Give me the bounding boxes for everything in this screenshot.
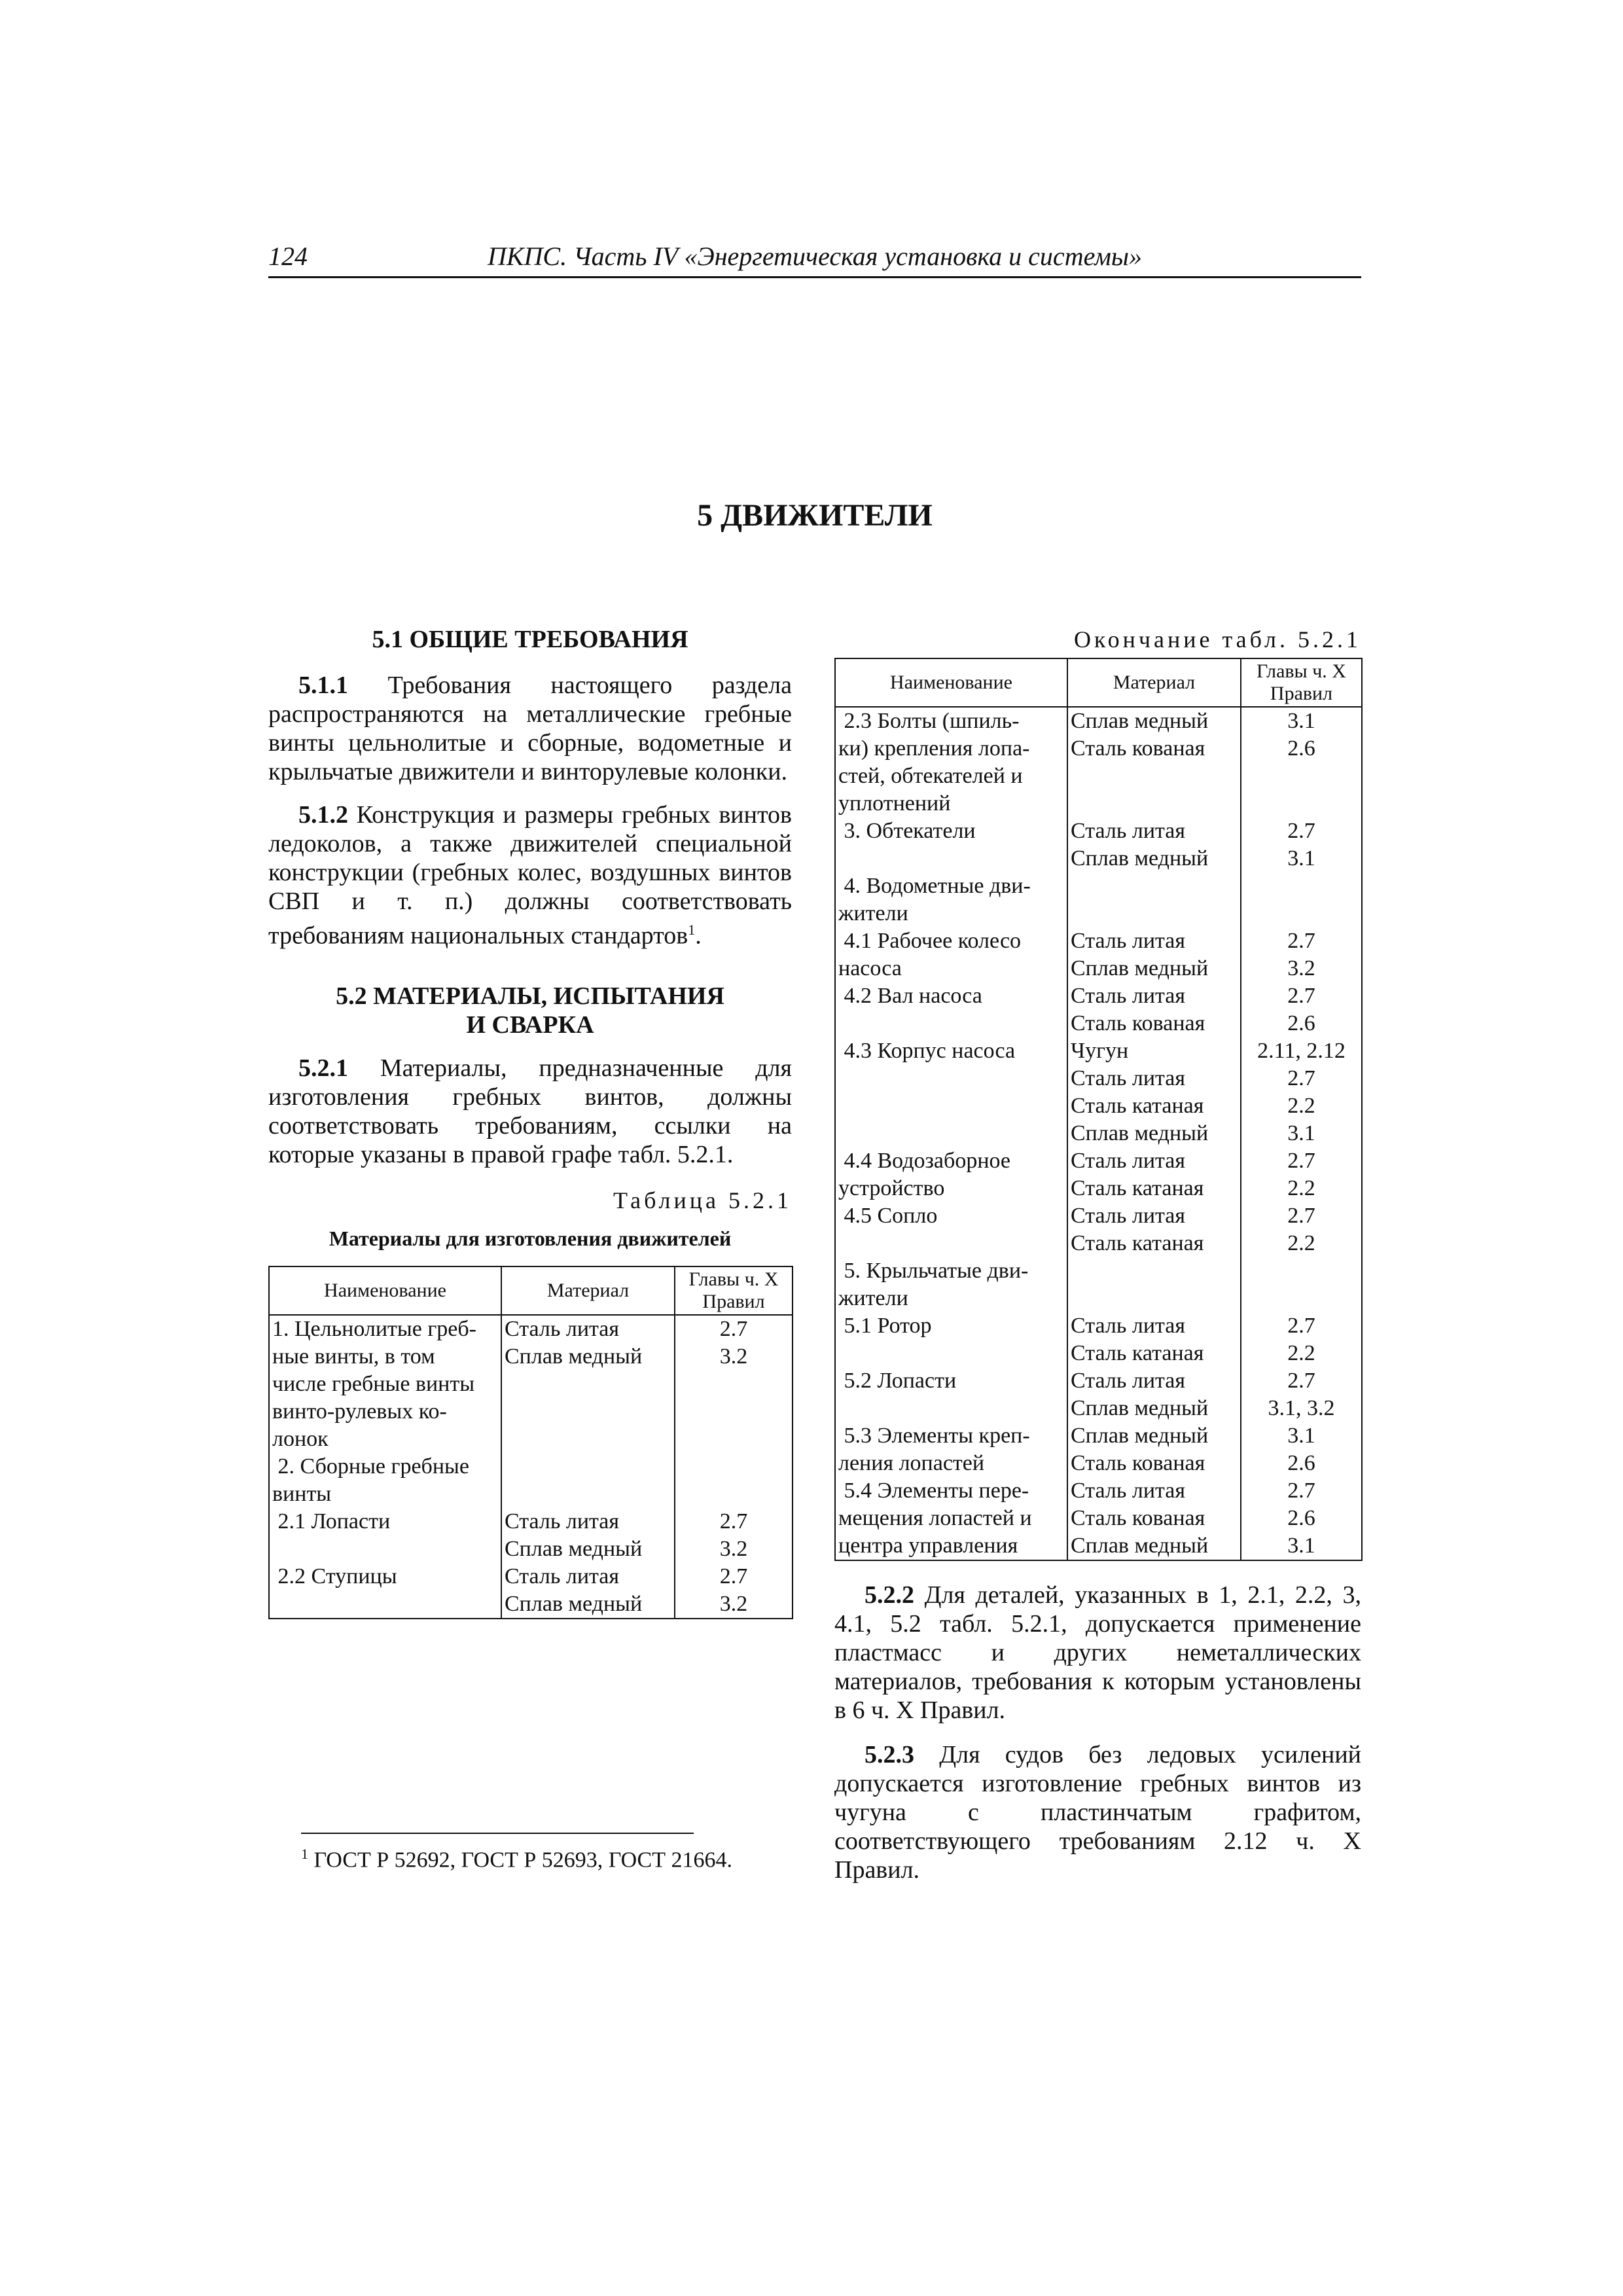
chapter-title: 5 ДВИЖИТЕЛИ bbox=[697, 498, 933, 533]
table-row bbox=[835, 762, 1362, 790]
cell-chapters: 2.6 bbox=[1241, 1450, 1362, 1477]
cell-material: Сталь кованая bbox=[1067, 1450, 1241, 1477]
paragraph-5-1-2 bbox=[268, 800, 792, 950]
footnote-separator bbox=[301, 1833, 694, 1834]
cell-material: Сталь литая bbox=[1067, 1202, 1241, 1230]
header-line: Правил bbox=[1270, 683, 1333, 704]
cell-material: Сплав медный bbox=[1067, 707, 1241, 735]
cell-chapters: 2.7 bbox=[675, 1563, 793, 1590]
cell-chapters: 2.7 bbox=[1241, 1147, 1362, 1175]
table-row bbox=[835, 1092, 1362, 1120]
cell-name: винты bbox=[269, 1480, 501, 1508]
cell-name: 4.1 Рабочее колесо bbox=[835, 927, 1067, 955]
cell-material: Сталь катаная bbox=[1067, 1340, 1241, 1367]
para-number: 5.1.2 bbox=[298, 801, 348, 829]
cell-name: 2. Сборные гребные bbox=[269, 1453, 501, 1480]
cell-chapters: 3.1 bbox=[1241, 1532, 1362, 1560]
paragraph-5-2-1 bbox=[268, 1054, 792, 1169]
running-title: ПКПС. Часть IV «Энергетическая установка и системы» bbox=[488, 242, 1142, 271]
footnote-ref: 1 bbox=[688, 922, 696, 938]
table-row bbox=[269, 1480, 793, 1508]
cell-name: 4.4 Водозаборное bbox=[835, 1147, 1067, 1175]
para-number: 5.2.2 bbox=[865, 1581, 914, 1609]
para-text: Для судов без ледовых усилений допускается изготовление гребных винтов из чугуна с пластинчатым графитом, соответствующего требованиям 2.12 ч. X Правил. bbox=[834, 1741, 1361, 1884]
cell-name bbox=[835, 1120, 1067, 1147]
cell-material: Сталь катаная bbox=[1067, 1175, 1241, 1202]
header-line: Главы ч. X bbox=[1257, 660, 1346, 682]
table-row bbox=[835, 845, 1362, 872]
cell-name: устройство bbox=[835, 1175, 1067, 1202]
para-text: Конструкция и размеры гребных винтов ледоколов, а также движителей специальной конструкции (гребных колес, воздушных винтов СВП и т. п.) должны соответствовать требованиям национальных стандартов bbox=[268, 801, 792, 950]
cell-chapters: 3.1 bbox=[1241, 1120, 1362, 1147]
cell-chapters: 2.2 bbox=[1241, 1092, 1362, 1120]
header-chapters bbox=[1241, 658, 1362, 707]
cell-chapters: 2.7 bbox=[1241, 817, 1362, 845]
cell-chapters: 3.1, 3.2 bbox=[1241, 1395, 1362, 1422]
cell-material: Сталь литая bbox=[1067, 1367, 1241, 1395]
cell-name: 3. Обтекатели bbox=[835, 817, 1067, 845]
cell-name: 4.3 Корпус насоса bbox=[835, 1037, 1067, 1065]
cell-material bbox=[1067, 762, 1241, 790]
cell-material bbox=[501, 1480, 675, 1508]
cell-chapters: 2.11, 2.12 bbox=[1241, 1037, 1362, 1065]
table-row bbox=[835, 817, 1362, 845]
footnote-number: 1 bbox=[301, 1846, 308, 1862]
cell-material: Сталь кованая bbox=[1067, 1010, 1241, 1037]
cell-name bbox=[835, 1010, 1067, 1037]
cell-material: Сплав медный bbox=[1067, 1120, 1241, 1147]
table-row bbox=[269, 1371, 793, 1398]
table-row bbox=[835, 1202, 1362, 1230]
cell-name bbox=[835, 1340, 1067, 1367]
table-row bbox=[835, 707, 1362, 735]
cell-name: стей, обтекателей и bbox=[835, 762, 1067, 790]
table-row bbox=[269, 1453, 793, 1480]
cell-name: 5.3 Элементы креп- bbox=[835, 1422, 1067, 1450]
table-row bbox=[835, 1505, 1362, 1532]
table-row bbox=[835, 1312, 1362, 1340]
cell-chapters: 2.6 bbox=[1241, 735, 1362, 762]
table-row bbox=[269, 1343, 793, 1371]
header-name: Наименование bbox=[269, 1266, 501, 1315]
table-row bbox=[835, 1257, 1362, 1285]
cell-material: Сплав медный bbox=[1067, 1395, 1241, 1422]
cell-material: Сталь литая bbox=[1067, 927, 1241, 955]
cell-chapters: 2.7 bbox=[1241, 982, 1362, 1010]
cell-name bbox=[835, 845, 1067, 872]
cell-chapters: 3.1 bbox=[1241, 707, 1362, 735]
cell-name bbox=[269, 1590, 501, 1619]
cell-material: Сплав медный bbox=[501, 1535, 675, 1563]
table-row bbox=[835, 1477, 1362, 1505]
footnote-text: ГОСТ Р 52692, ГОСТ Р 52693, ГОСТ 21664. bbox=[308, 1848, 732, 1873]
cell-chapters bbox=[675, 1426, 793, 1453]
cell-chapters: 2.7 bbox=[1241, 1202, 1362, 1230]
cell-chapters: 2.2 bbox=[1241, 1175, 1362, 1202]
table-row bbox=[835, 982, 1362, 1010]
cell-material: Сталь литая bbox=[1067, 1312, 1241, 1340]
table-continuation-label: Окончание табл. 5.2.1 bbox=[1073, 626, 1361, 653]
cell-material bbox=[501, 1453, 675, 1480]
cell-name bbox=[269, 1535, 501, 1563]
cell-material bbox=[501, 1398, 675, 1426]
cell-chapters: 2.2 bbox=[1241, 1230, 1362, 1257]
table-row bbox=[269, 1398, 793, 1426]
cell-material bbox=[1067, 900, 1241, 927]
para-text: Для деталей, указанных в 1, 2.1, 2.2, 3, 4.1, 5.2 табл. 5.2.1, допускается применение пластмасс и других неметаллических материалов, требования к которым установлены в 6 ч. X Правил. bbox=[834, 1581, 1361, 1724]
cell-name: 5.1 Ротор bbox=[835, 1312, 1067, 1340]
cell-material: Сплав медный bbox=[501, 1343, 675, 1371]
table-row bbox=[835, 1422, 1362, 1450]
table-row bbox=[835, 735, 1362, 762]
cell-chapters: 2.7 bbox=[1241, 927, 1362, 955]
cell-name: уплотнений bbox=[835, 790, 1067, 817]
cell-chapters bbox=[675, 1371, 793, 1398]
right-column bbox=[834, 625, 1361, 1899]
cell-name: числе гребные винты bbox=[269, 1371, 501, 1398]
paragraph-5-2-2 bbox=[834, 1581, 1361, 1725]
cell-chapters: 2.7 bbox=[1241, 1367, 1362, 1395]
section-5-2-title bbox=[268, 982, 792, 1039]
cell-chapters bbox=[1241, 872, 1362, 900]
cell-material: Сплав медный bbox=[1067, 1422, 1241, 1450]
cell-chapters bbox=[675, 1453, 793, 1480]
cell-chapters: 3.1 bbox=[1241, 845, 1362, 872]
cell-material bbox=[1067, 790, 1241, 817]
cell-name: винто-рулевых ко- bbox=[269, 1398, 501, 1426]
cell-chapters: 3.2 bbox=[675, 1590, 793, 1619]
cell-chapters bbox=[1241, 790, 1362, 817]
cell-chapters bbox=[1241, 1257, 1362, 1285]
cell-material bbox=[501, 1371, 675, 1398]
left-column bbox=[268, 625, 792, 1619]
para-text-end: . bbox=[695, 922, 702, 950]
cell-name: жители bbox=[835, 1285, 1067, 1312]
cell-chapters: 3.1 bbox=[1241, 1422, 1362, 1450]
cell-material: Сталь литая bbox=[1067, 1147, 1241, 1175]
header-name: Наименование bbox=[835, 658, 1067, 707]
cell-chapters: 2.7 bbox=[1241, 1312, 1362, 1340]
table-row bbox=[835, 1147, 1362, 1175]
cell-material bbox=[501, 1426, 675, 1453]
cell-name: 5.2 Лопасти bbox=[835, 1367, 1067, 1395]
table-row bbox=[835, 1175, 1362, 1202]
table-row bbox=[835, 1395, 1362, 1422]
cell-chapters: 3.2 bbox=[675, 1535, 793, 1563]
cell-name: мещения лопастей и bbox=[835, 1505, 1067, 1532]
cell-name: ления лопастей bbox=[835, 1450, 1067, 1477]
cell-material: Сталь литая bbox=[501, 1315, 675, 1343]
cell-chapters bbox=[1241, 762, 1362, 790]
cell-name: 5.4 Элементы пере- bbox=[835, 1477, 1067, 1505]
table-row bbox=[835, 1450, 1362, 1477]
table-row bbox=[835, 1340, 1362, 1367]
cell-chapters bbox=[1241, 1285, 1362, 1312]
table-row bbox=[835, 1367, 1362, 1395]
table-row bbox=[835, 790, 1362, 817]
table-row bbox=[835, 1285, 1362, 1312]
materials-table-continued bbox=[834, 658, 1363, 1561]
cell-chapters: 2.7 bbox=[1241, 1477, 1362, 1505]
cell-name: 4. Водометные дви- bbox=[835, 872, 1067, 900]
table-row bbox=[835, 927, 1362, 955]
cell-material: Сплав медный bbox=[1067, 845, 1241, 872]
table-caption: Материалы для изготовления движителей bbox=[329, 1226, 732, 1250]
cell-name: 4.2 Вал насоса bbox=[835, 982, 1067, 1010]
cell-chapters bbox=[1241, 900, 1362, 927]
para-number: 5.1.1 bbox=[298, 672, 348, 699]
cell-name: 2.2 Ступицы bbox=[269, 1563, 501, 1590]
cell-name: ки) крепления лопа- bbox=[835, 735, 1067, 762]
para-text: Требования настоящего раздела распространяются на металлические гребные винты цельнолитые и сборные, водометные и крыльчатые движители и винторулевые колонки. bbox=[268, 672, 792, 785]
page-number: 124 bbox=[268, 242, 308, 271]
cell-material: Сталь кованая bbox=[1067, 735, 1241, 762]
table-row bbox=[835, 900, 1362, 927]
cell-chapters bbox=[675, 1480, 793, 1508]
para-number: 5.2.1 bbox=[298, 1054, 348, 1082]
cell-name: 2.1 Лопасти bbox=[269, 1508, 501, 1535]
table-row bbox=[835, 872, 1362, 900]
header-material: Материал bbox=[501, 1266, 675, 1315]
paragraph-5-2-3 bbox=[834, 1740, 1361, 1884]
table-row bbox=[269, 1426, 793, 1453]
paragraph-5-1-1 bbox=[268, 671, 792, 786]
cell-chapters: 3.2 bbox=[675, 1343, 793, 1371]
cell-name: 1. Цельнолитые греб- bbox=[269, 1315, 501, 1343]
cell-material: Сплав медный bbox=[1067, 1532, 1241, 1560]
table-row bbox=[269, 1508, 793, 1535]
cell-chapters: 2.7 bbox=[675, 1315, 793, 1343]
section-title-line: 5.2 МАТЕРИАЛЫ, ИСПЫТАНИЯ bbox=[336, 982, 724, 1010]
cell-material: Сталь катаная bbox=[1067, 1230, 1241, 1257]
cell-chapters: 2.7 bbox=[675, 1508, 793, 1535]
para-text: Материалы, предназначенные для изготовления гребных винтов, должны соответствовать требованиям, ссылки на которые указаны в правой графе табл. 5.2.1. bbox=[268, 1054, 792, 1168]
cell-material: Сталь литая bbox=[1067, 982, 1241, 1010]
materials-table bbox=[268, 1266, 793, 1619]
cell-name: ные винты, в том bbox=[269, 1343, 501, 1371]
cell-material bbox=[1067, 1257, 1241, 1285]
table-row bbox=[835, 1037, 1362, 1065]
cell-material: Сплав медный bbox=[1067, 955, 1241, 982]
table-row bbox=[269, 1563, 793, 1590]
header-line: Главы ч. X bbox=[688, 1268, 779, 1290]
cell-name bbox=[835, 1230, 1067, 1257]
cell-chapters: 2.2 bbox=[1241, 1340, 1362, 1367]
cell-material: Сталь катаная bbox=[1067, 1092, 1241, 1120]
cell-material bbox=[1067, 872, 1241, 900]
cell-material: Сталь литая bbox=[1067, 817, 1241, 845]
cell-chapters bbox=[675, 1398, 793, 1426]
cell-name: 4.5 Сопло bbox=[835, 1202, 1067, 1230]
cell-name: жители bbox=[835, 900, 1067, 927]
cell-name: 2.3 Болты (шпиль- bbox=[835, 707, 1067, 735]
cell-material: Сталь литая bbox=[1067, 1477, 1241, 1505]
table-row bbox=[835, 1010, 1362, 1037]
header-line: Правил bbox=[702, 1290, 765, 1312]
cell-chapters: 2.6 bbox=[1241, 1010, 1362, 1037]
cell-name: центра управления bbox=[835, 1532, 1067, 1560]
cell-name: насоса bbox=[835, 955, 1067, 982]
para-number: 5.2.3 bbox=[865, 1741, 914, 1768]
table-row bbox=[269, 1535, 793, 1563]
table-row bbox=[835, 1532, 1362, 1560]
table-row bbox=[269, 1590, 793, 1619]
cell-material: Сталь литая bbox=[501, 1508, 675, 1535]
page-header bbox=[268, 236, 1361, 278]
section-5-1-title: 5.1 ОБЩИЕ ТРЕБОВАНИЯ bbox=[372, 626, 688, 653]
cell-chapters: 2.6 bbox=[1241, 1505, 1362, 1532]
cell-name bbox=[835, 1395, 1067, 1422]
cell-material: Сплав медный bbox=[501, 1590, 675, 1619]
cell-chapters: 2.7 bbox=[1241, 1065, 1362, 1092]
table-row bbox=[835, 1230, 1362, 1257]
table-row bbox=[835, 1120, 1362, 1147]
header-chapters bbox=[675, 1266, 793, 1315]
cell-chapters: 3.2 bbox=[1241, 955, 1362, 982]
cell-name: 5. Крыльчатые дви- bbox=[835, 1257, 1067, 1285]
cell-name: лонок bbox=[269, 1426, 501, 1453]
cell-material: Сталь кованая bbox=[1067, 1505, 1241, 1532]
section-title-line: И СВАРКА bbox=[466, 1011, 594, 1039]
footnote bbox=[301, 1846, 732, 1873]
cell-name bbox=[835, 1092, 1067, 1120]
cell-name bbox=[835, 1065, 1067, 1092]
header-material: Материал bbox=[1067, 658, 1241, 707]
table-row bbox=[835, 955, 1362, 982]
cell-material bbox=[1067, 1285, 1241, 1312]
cell-material: Сталь литая bbox=[501, 1563, 675, 1590]
table-row bbox=[269, 1315, 793, 1343]
table-label: Таблица 5.2.1 bbox=[613, 1187, 792, 1213]
cell-material: Сталь литая bbox=[1067, 1065, 1241, 1092]
table-row bbox=[835, 1065, 1362, 1092]
cell-material: Чугун bbox=[1067, 1037, 1241, 1065]
